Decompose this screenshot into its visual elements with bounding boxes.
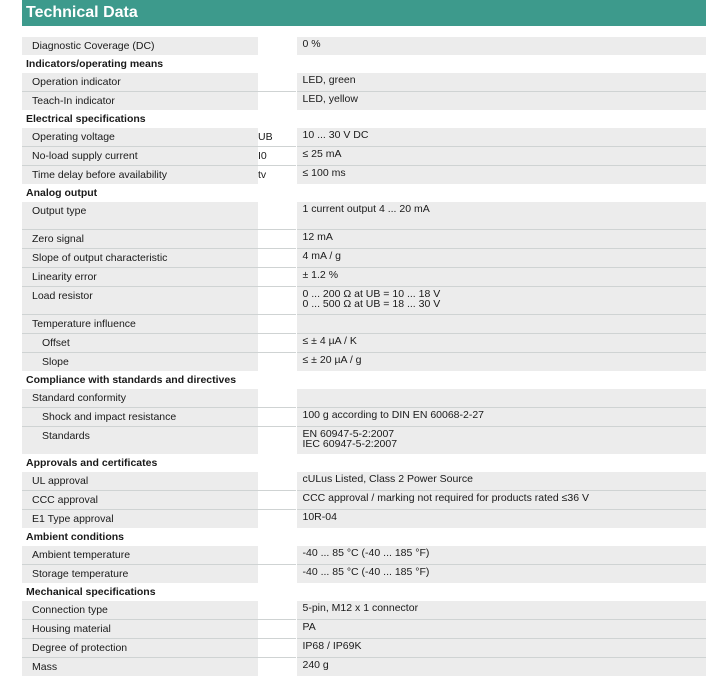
spec-value-line: 240 g bbox=[303, 660, 707, 670]
spec-name: Linearity error bbox=[22, 267, 258, 286]
spec-value-line: 0 % bbox=[303, 39, 707, 49]
spec-value bbox=[296, 92, 706, 111]
spec-value-line: 5-pin, M12 x 1 connector bbox=[303, 603, 707, 613]
table-row bbox=[22, 314, 706, 333]
section-electrical-specifications bbox=[22, 110, 706, 128]
section-heading: Compliance with standards and directives bbox=[22, 371, 706, 389]
spec-name: Ambient temperature bbox=[22, 546, 258, 565]
table-row bbox=[22, 92, 706, 111]
spec-value bbox=[296, 639, 706, 658]
spec-value-line: 0 ... 200 Ω at UB = 10 ... 18 V bbox=[303, 289, 707, 299]
spec-value-line: ± 1.2 % bbox=[303, 270, 707, 280]
spec-symbol: UB bbox=[258, 128, 296, 147]
spec-value bbox=[296, 286, 706, 314]
spec-value bbox=[296, 229, 706, 248]
spec-name: Load resistor bbox=[22, 286, 258, 314]
spec-symbol bbox=[258, 565, 296, 584]
spec-name: Storage temperature bbox=[22, 565, 258, 584]
section-heading: Approvals and certificates bbox=[22, 454, 706, 472]
table-row bbox=[22, 229, 706, 248]
table-row bbox=[22, 37, 706, 55]
table-row bbox=[22, 267, 706, 286]
spec-symbol bbox=[258, 286, 296, 314]
spec-name: Housing material bbox=[22, 620, 258, 639]
spec-symbol bbox=[258, 620, 296, 639]
spec-value bbox=[296, 472, 706, 491]
spec-value bbox=[296, 267, 706, 286]
spec-symbol bbox=[258, 658, 296, 676]
spec-name: Connection type bbox=[22, 601, 258, 620]
table-row bbox=[22, 73, 706, 92]
spec-value-line: LED, green bbox=[303, 75, 707, 85]
section-approvals-and-certificates bbox=[22, 454, 706, 472]
table-row bbox=[22, 389, 706, 408]
spec-name: Degree of protection bbox=[22, 639, 258, 658]
section-heading: Electrical specifications bbox=[22, 110, 706, 128]
section-heading: Indicators/operating means bbox=[22, 55, 706, 73]
section-analog-output bbox=[22, 184, 706, 202]
spec-value-line: 10R-04 bbox=[303, 512, 707, 522]
table-row bbox=[22, 352, 706, 371]
table-row bbox=[22, 128, 706, 147]
spec-symbol bbox=[258, 267, 296, 286]
spec-value bbox=[296, 166, 706, 185]
spec-value bbox=[296, 73, 706, 92]
spec-value bbox=[296, 37, 706, 55]
spec-symbol: I0 bbox=[258, 147, 296, 166]
spec-name: Mass bbox=[22, 658, 258, 676]
spec-name: E1 Type approval bbox=[22, 510, 258, 529]
table-row bbox=[22, 565, 706, 584]
section-indicators-operating-means bbox=[22, 55, 706, 73]
spec-symbol bbox=[258, 472, 296, 491]
table-row bbox=[22, 407, 706, 426]
spec-name: Output type bbox=[22, 202, 258, 229]
table-row bbox=[22, 472, 706, 491]
spec-name: Diagnostic Coverage (DC) bbox=[22, 37, 258, 55]
spec-value-line: 0 ... 500 Ω at UB = 18 ... 30 V bbox=[303, 299, 707, 309]
spec-value-line: 100 g according to DIN EN 60068-2-27 bbox=[303, 410, 707, 420]
spec-name: Standards bbox=[22, 426, 258, 454]
table-row bbox=[22, 601, 706, 620]
table-row bbox=[22, 658, 706, 676]
spec-value bbox=[296, 546, 706, 565]
spec-value-line: IEC 60947-5-2:2007 bbox=[303, 439, 707, 449]
spec-symbol bbox=[258, 510, 296, 529]
spec-value-line: 12 mA bbox=[303, 232, 707, 242]
spec-symbol bbox=[258, 407, 296, 426]
spec-value bbox=[296, 352, 706, 371]
spec-value-line: EN 60947-5-2:2007 bbox=[303, 429, 707, 439]
spec-value-line: ≤ ± 4 µA / K bbox=[303, 336, 707, 346]
table-row bbox=[22, 620, 706, 639]
spec-name: CCC approval bbox=[22, 491, 258, 510]
spec-value-line: 1 current output 4 ... 20 mA bbox=[303, 204, 707, 214]
section-mechanical-specifications bbox=[22, 583, 706, 601]
spec-symbol bbox=[258, 601, 296, 620]
spec-value-line: LED, yellow bbox=[303, 94, 707, 104]
spec-value bbox=[296, 510, 706, 529]
spec-value bbox=[296, 128, 706, 147]
table-row bbox=[22, 202, 706, 229]
section-ambient-conditions bbox=[22, 528, 706, 546]
spec-name: Zero signal bbox=[22, 229, 258, 248]
table-row bbox=[22, 491, 706, 510]
spec-symbol bbox=[258, 389, 296, 408]
table-row bbox=[22, 166, 706, 185]
spec-name: Standard conformity bbox=[22, 389, 258, 408]
section-heading: Mechanical specifications bbox=[22, 583, 706, 601]
spec-value bbox=[296, 389, 706, 408]
spec-value bbox=[296, 658, 706, 676]
spec-value-line: cULus Listed, Class 2 Power Source bbox=[303, 474, 707, 484]
spec-value bbox=[296, 565, 706, 584]
spec-symbol bbox=[258, 202, 296, 229]
spec-symbol bbox=[258, 352, 296, 371]
table-row bbox=[22, 510, 706, 529]
spec-value bbox=[296, 407, 706, 426]
spec-symbol bbox=[258, 248, 296, 267]
spec-name: Time delay before availability bbox=[22, 166, 258, 185]
spec-value-line: 4 mA / g bbox=[303, 251, 707, 261]
section-heading: Analog output bbox=[22, 184, 706, 202]
spec-name: Shock and impact resistance bbox=[22, 407, 258, 426]
spec-symbol bbox=[258, 333, 296, 352]
spec-value-line: -40 ... 85 °C (-40 ... 185 °F) bbox=[303, 548, 707, 558]
spec-name: Temperature influence bbox=[22, 314, 258, 333]
table-row bbox=[22, 147, 706, 166]
spec-value-line: ≤ 100 ms bbox=[303, 168, 707, 178]
spec-name: Teach-In indicator bbox=[22, 92, 258, 111]
spec-name: Offset bbox=[22, 333, 258, 352]
spec-symbol bbox=[258, 426, 296, 454]
page-title: Technical Data bbox=[22, 0, 706, 26]
spec-value bbox=[296, 491, 706, 510]
spec-value bbox=[296, 314, 706, 333]
spec-symbol bbox=[258, 37, 296, 55]
spec-name: Operation indicator bbox=[22, 73, 258, 92]
spec-symbol bbox=[258, 73, 296, 92]
section-compliance-with-standards-and-directives bbox=[22, 371, 706, 389]
spec-name: UL approval bbox=[22, 472, 258, 491]
spec-value-line: -40 ... 85 °C (-40 ... 185 °F) bbox=[303, 567, 707, 577]
spec-value bbox=[296, 202, 706, 229]
technical-data-table bbox=[22, 37, 706, 676]
spec-value-line: ≤ 25 mA bbox=[303, 149, 707, 159]
spec-value bbox=[296, 426, 706, 454]
table-row bbox=[22, 248, 706, 267]
table-row bbox=[22, 639, 706, 658]
spec-symbol bbox=[258, 491, 296, 510]
spec-symbol bbox=[258, 314, 296, 333]
spec-value bbox=[296, 147, 706, 166]
spec-value-line: 10 ... 30 V DC bbox=[303, 130, 707, 140]
table-row bbox=[22, 333, 706, 352]
spec-value-line: ≤ ± 20 µA / g bbox=[303, 355, 707, 365]
spec-symbol bbox=[258, 229, 296, 248]
spec-name: Operating voltage bbox=[22, 128, 258, 147]
spec-name: No-load supply current bbox=[22, 147, 258, 166]
spec-value-line: CCC approval / marking not required for products rated ≤36 V bbox=[303, 493, 707, 503]
spec-value bbox=[296, 601, 706, 620]
table-row bbox=[22, 286, 706, 314]
table-row bbox=[22, 546, 706, 565]
spec-value-line: IP68 / IP69K bbox=[303, 641, 707, 651]
section-heading: Ambient conditions bbox=[22, 528, 706, 546]
spec-name: Slope of output characteristic bbox=[22, 248, 258, 267]
spec-symbol: tv bbox=[258, 166, 296, 185]
spec-value bbox=[296, 248, 706, 267]
spec-name: Slope bbox=[22, 352, 258, 371]
spec-symbol bbox=[258, 639, 296, 658]
table-row bbox=[22, 426, 706, 454]
spec-value bbox=[296, 620, 706, 639]
spec-value-line: PA bbox=[303, 622, 707, 632]
spec-symbol bbox=[258, 546, 296, 565]
spec-value bbox=[296, 333, 706, 352]
spec-symbol bbox=[258, 92, 296, 111]
